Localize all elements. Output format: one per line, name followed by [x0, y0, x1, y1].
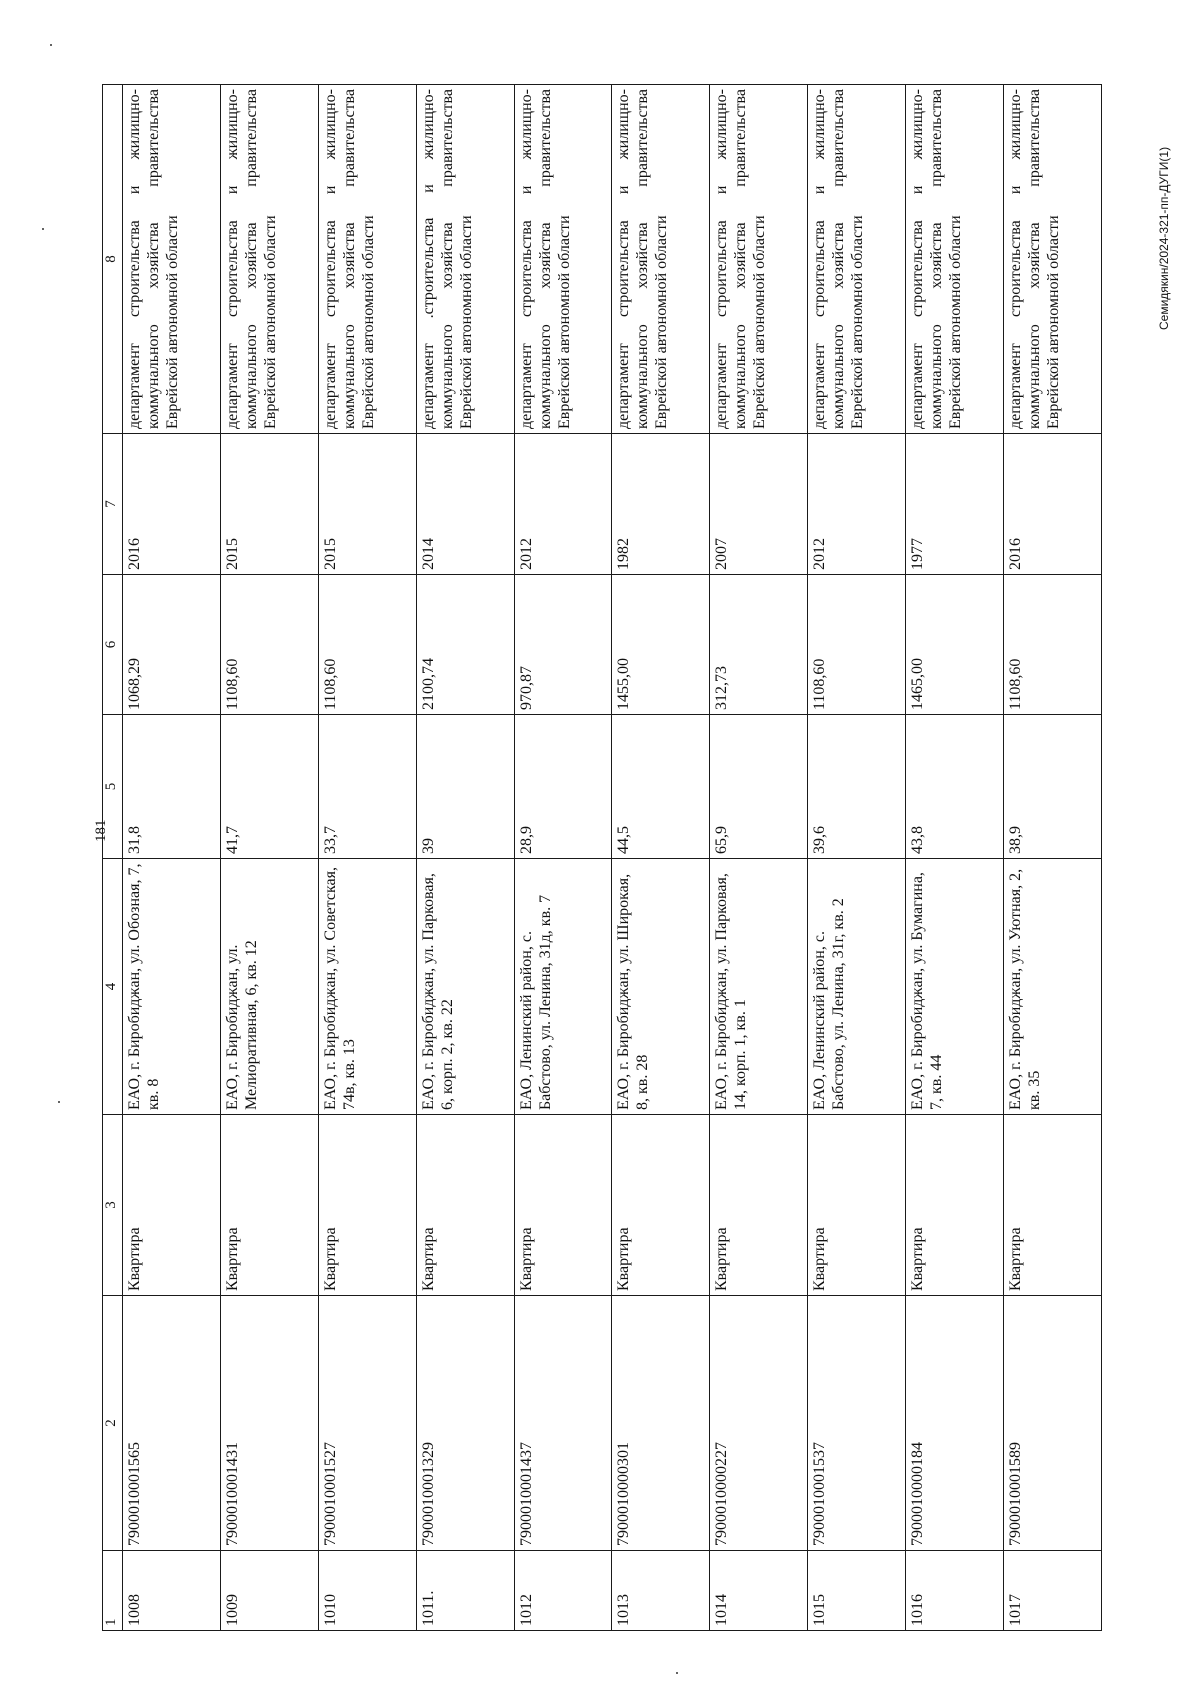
cadastral-number-cell: 7900010001589	[1004, 1296, 1102, 1551]
table-row	[710, 85, 808, 1631]
address-cell: ЕАО, г. Биробиджан, ул. Широкая, 8, кв. 28	[612, 859, 710, 1115]
cadastral-number-cell: 7900010000301	[612, 1296, 710, 1551]
table-row	[1004, 85, 1102, 1631]
value-cell: 970,87	[514, 575, 612, 715]
area-cell: 39	[416, 715, 514, 859]
area-cell: 33,7	[318, 715, 416, 859]
year-cell: 1977	[906, 434, 1004, 575]
column-number-row	[103, 85, 123, 1631]
rights-holder-cell: департамент строительства и жилищно-коммунального хозяйства правительства Еврейской автономной области	[808, 85, 906, 434]
area-cell: 43,8	[906, 715, 1004, 859]
address-cell: ЕАО, г. Биробиджан, ул. Советская, 74в, кв. 13	[318, 859, 416, 1115]
page-number: 181	[93, 819, 109, 842]
address-cell: ЕАО, г. Биробиджан, ул. Бумагина, 7, кв. 44	[906, 859, 1004, 1115]
year-cell: 2015	[220, 434, 318, 575]
value-cell: 1108,60	[220, 575, 318, 715]
address-cell: ЕАО, г. Биробиджан, ул. Обозная, 7, кв. 8	[123, 859, 221, 1115]
rights-holder-cell: департамент строительства и жилищно-коммунального хозяйства правительства Еврейской автономной области	[123, 85, 221, 434]
value-cell: 2100,74	[416, 575, 514, 715]
scan-speck	[42, 228, 44, 230]
row-number-cell: 1013	[612, 1551, 710, 1631]
table-row	[808, 85, 906, 1631]
address-cell: ЕАО, г. Биробиджан, ул. Парковая, 14, корп. 1, кв. 1	[710, 859, 808, 1115]
cadastral-number-cell: 7900010001437	[514, 1296, 612, 1551]
row-number-cell: 1009	[220, 1551, 318, 1631]
address-cell: ЕАО, г. Биробиджан, ул. Парковая, 6, корп. 2, кв. 22	[416, 859, 514, 1115]
cadastral-number-cell: 7900010000184	[906, 1296, 1004, 1551]
object-type-cell: Квартира	[220, 1115, 318, 1296]
rights-holder-cell: департамент строительства и жилищно-коммунального хозяйства правительства Еврейской автономной области	[220, 85, 318, 434]
address-cell: ЕАО, г. Биробиджан, ул. Уютная, 2, кв. 35	[1004, 859, 1102, 1115]
area-cell: 31,8	[123, 715, 221, 859]
rights-holder-cell: департамент строительства и жилищно-коммунального хозяйства правительства Еврейской автономной области	[1004, 85, 1102, 434]
table-row	[318, 85, 416, 1631]
cadastral-number-cell: 7900010001329	[416, 1296, 514, 1551]
table-row	[612, 85, 710, 1631]
year-cell: 1982	[612, 434, 710, 575]
address-cell: ЕАО, Ленинский район, с. Бабстово, ул. Ленина, 31д, кв. 7	[514, 859, 612, 1115]
cadastral-number-cell: 7900010000227	[710, 1296, 808, 1551]
object-type-cell: Квартира	[906, 1115, 1004, 1296]
value-cell: 312,73	[710, 575, 808, 715]
cadastral-number-cell: 7900010001431	[220, 1296, 318, 1551]
table-row	[514, 85, 612, 1631]
row-number-cell: 1014	[710, 1551, 808, 1631]
table-row	[220, 85, 318, 1631]
value-cell: 1455,00	[612, 575, 710, 715]
address-cell: ЕАО, Ленинский район, с. Бабстово, ул. Ленина, 31г, кв. 2	[808, 859, 906, 1115]
object-type-cell: Квартира	[123, 1115, 221, 1296]
cadastral-number-cell: 7900010001527	[318, 1296, 416, 1551]
table-row	[416, 85, 514, 1631]
rights-holder-cell: департамент строительства и жилищно-коммунального хозяйства правительства Еврейской автономной области	[514, 85, 612, 434]
row-number-cell: 1010	[318, 1551, 416, 1631]
year-cell: 2007	[710, 434, 808, 575]
area-cell: 65,9	[710, 715, 808, 859]
object-type-cell: Квартира	[612, 1115, 710, 1296]
rights-holder-cell: департамент строительства и жилищно-коммунального хозяйства правительства Еврейской автономной области	[906, 85, 1004, 434]
object-type-cell: Квартира	[318, 1115, 416, 1296]
table-row	[123, 85, 221, 1631]
scan-speck	[58, 1101, 60, 1103]
year-cell: 2015	[318, 434, 416, 575]
area-cell: 39,6	[808, 715, 906, 859]
property-registry-table	[102, 84, 1102, 1631]
column-number-cell: 4	[103, 859, 123, 1115]
scan-speck	[50, 44, 52, 46]
value-cell: 1465,00	[906, 575, 1004, 715]
column-number-cell: 8	[103, 85, 123, 434]
row-number-cell: 1015	[808, 1551, 906, 1631]
rights-holder-cell: департамент строительства и жилищно-коммунального хозяйства правительства Еврейской автономной области	[710, 85, 808, 434]
address-cell: ЕАО, г. Биробиджан, ул. Мелиоративная, 6, кв. 12	[220, 859, 318, 1115]
object-type-cell: Квартира	[514, 1115, 612, 1296]
object-type-cell: Квартира	[416, 1115, 514, 1296]
column-number-cell: 1	[103, 1551, 123, 1631]
area-cell: 28,9	[514, 715, 612, 859]
column-number-cell: 7	[103, 434, 123, 575]
scan-speck	[676, 1672, 678, 1674]
area-cell: 38,9	[1004, 715, 1102, 859]
row-number-cell: 1008	[123, 1551, 221, 1631]
value-cell: 1108,60	[318, 575, 416, 715]
value-cell: 1108,60	[1004, 575, 1102, 715]
year-cell: 2012	[808, 434, 906, 575]
rights-holder-cell: департамент .строительства и жилищно-коммунального хозяйства правительства Еврейской автономной области	[416, 85, 514, 434]
rights-holder-cell: департамент строительства и жилищно-коммунального хозяйства правительства Еврейской автономной области	[318, 85, 416, 434]
table-row	[906, 85, 1004, 1631]
row-number-cell: 1016	[906, 1551, 1004, 1631]
area-cell: 44,5	[612, 715, 710, 859]
column-number-cell: 6	[103, 575, 123, 715]
cadastral-number-cell: 7900010001565	[123, 1296, 221, 1551]
row-number-cell: 1011.	[416, 1551, 514, 1631]
document-reference: Семидякин/2024-321-пп-ДУГИ(1)	[1157, 146, 1171, 330]
year-cell: 2014	[416, 434, 514, 575]
object-type-cell: Квартира	[710, 1115, 808, 1296]
year-cell: 2016	[123, 434, 221, 575]
row-number-cell: 1012	[514, 1551, 612, 1631]
year-cell: 2016	[1004, 434, 1102, 575]
value-cell: 1068,29	[123, 575, 221, 715]
registry-table-rotated	[102, 85, 1102, 1631]
cadastral-number-cell: 7900010001537	[808, 1296, 906, 1551]
value-cell: 1108,60	[808, 575, 906, 715]
column-number-cell: 5	[103, 715, 123, 859]
row-number-cell: 1017	[1004, 1551, 1102, 1631]
year-cell: 2012	[514, 434, 612, 575]
object-type-cell: Квартира	[1004, 1115, 1102, 1296]
column-number-cell: 3	[103, 1115, 123, 1296]
object-type-cell: Квартира	[808, 1115, 906, 1296]
rights-holder-cell: департамент строительства и жилищно-коммунального хозяйства правительства Еврейской автономной области	[612, 85, 710, 434]
column-number-cell: 2	[103, 1296, 123, 1551]
area-cell: 41,7	[220, 715, 318, 859]
